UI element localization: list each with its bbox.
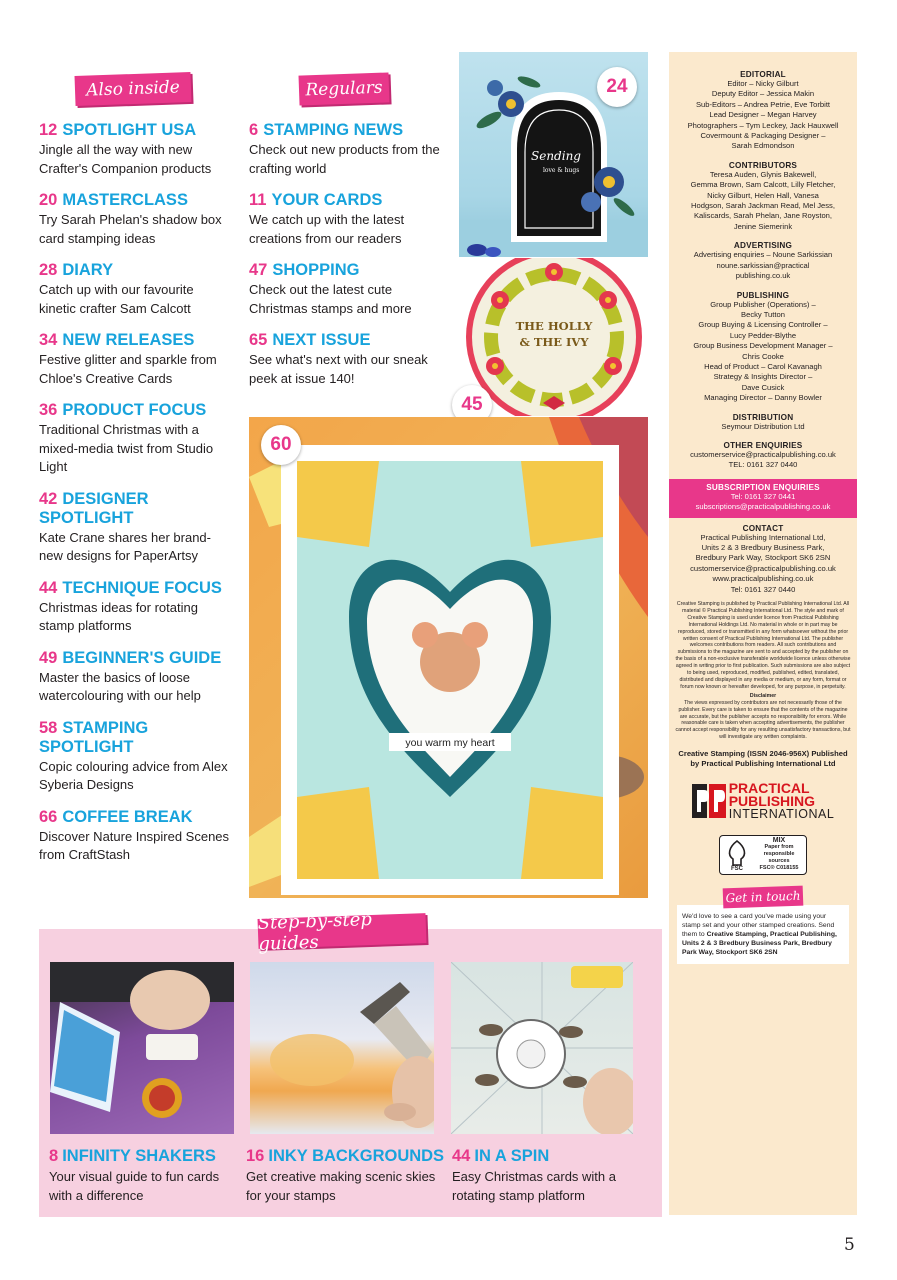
toc-title: NEW RELEASES (62, 331, 195, 349)
toc-page-number: 20 (39, 191, 58, 209)
publishing-line: Head of Product – Carol Kavanagh (704, 361, 822, 371)
toc-page-number: 42 (39, 489, 58, 508)
infinity-shakers-photo[interactable] (50, 962, 234, 1134)
step-page-number: 8 (49, 1147, 59, 1165)
toc-page-number: 34 (39, 331, 58, 349)
disclaimer-text: The views expressed by contributors are not necessarily those of the publisher. Every care is taken to ensure that the contents of the magazine are accurate, but the publisher accepts no responsibility for errors. While reasonable care is taken when accepting advertisements, the publisher cannot accept responsibility for any resulting unsatisfactory transactions, but will investigate any written complaints. (675, 699, 851, 741)
toc-title: TECHNIQUE FOCUS (62, 578, 222, 597)
toc-page-number: 66 (39, 807, 58, 826)
subscription-box (669, 479, 857, 518)
editorial-line: Deputy Editor – Jessica Makin (711, 89, 815, 99)
customer-service-email-link[interactable]: customerservice@practicalpublishing.co.uk (690, 449, 836, 459)
publishing-heading: PUBLISHING (736, 290, 790, 300)
advertising-email-link[interactable]: noune.sarkissian@practical (716, 260, 810, 270)
toc-description: Traditional Christmas with a mixed-media twist from Studio Light (39, 422, 214, 474)
step-page-number: 44 (452, 1147, 471, 1165)
publishing-line: Group Business Development Manager – (693, 341, 833, 351)
toc-description: Christmas ideas for rotating stamp platforms (39, 599, 198, 633)
toc-title: DESIGNER SPOTLIGHT (39, 489, 149, 527)
toc-title: MASTERCLASS (62, 191, 188, 209)
inky-backgrounds-illustration (250, 962, 434, 1134)
toc-item[interactable] (39, 490, 231, 566)
step-guide-title[interactable] (49, 1147, 216, 1166)
toc-item[interactable] (39, 261, 231, 318)
toc-title: SPOTLIGHT USA (62, 121, 197, 139)
subscription-heading: SUBSCRIPTION ENQUIRIES (706, 482, 820, 492)
fsc-mix: MIX (772, 837, 786, 845)
editorial-line: Editor – Nicky Gilburt (727, 79, 799, 88)
page-badge-45: 45 (452, 385, 492, 425)
contributors-line: Hodgson, Sarah Jackman Read, Mel Jess, (691, 201, 835, 211)
toc-page-number: 58 (39, 718, 58, 737)
toc-item[interactable] (249, 191, 441, 248)
contact-heading: CONTACT (742, 523, 784, 533)
toc-description: We catch up with the latest creations from our readers (249, 212, 405, 246)
step-guide-description: Get creative making scenic skies for your stamps (246, 1169, 436, 1203)
masthead-sidebar (669, 52, 857, 1215)
contact-line: Practical Publishing International Ltd, (700, 532, 826, 542)
publishing-line: Group Buying & Licensing Controller – (698, 320, 828, 330)
regulars-list (249, 121, 441, 401)
toc-page-number: 28 (39, 261, 58, 279)
contributors-heading: CONTRIBUTORS (728, 160, 798, 170)
heart-card-illustration (249, 417, 648, 898)
contact-email-link[interactable]: customerservice@practicalpublishing.co.uk (690, 563, 836, 573)
infinity-shakers-illustration (50, 962, 234, 1134)
publishing-line: Lucy Pedder-Blythe (729, 330, 797, 340)
toc-description: Kate Crane shares her brand-new designs for PaperArtsy (39, 529, 211, 563)
contact-line: Units 2 & 3 Bredbury Business Park, (701, 543, 825, 552)
toc-item[interactable] (249, 261, 441, 318)
publishing-line: Strategy & Insights Director – (713, 372, 813, 382)
toc-description: Festive glitter and sparkle from Chloe's Creative Cards (39, 352, 217, 386)
toc-item[interactable] (249, 121, 441, 178)
logo-text-practical: PRACTICAL (728, 779, 810, 796)
toc-description: Catch up with our favourite kinetic crafter Sam Calcott (39, 282, 194, 316)
step-page-number: 16 (246, 1147, 265, 1165)
legal-notice: Creative Stamping is published by Practical Publishing International Ltd. All material © Practical Publishing International Ltd. The style and mark of Creative Stamping is used under licence from Practical Publishing International Holdings Ltd. No material in whole or in part may be reproduced, stored or transmitted in any form whatsoever without the prior written consent of Practical Publishing International Ltd. The publisher welcomes contributions from readers. All such contributions and submissions to the magazine are sent to and accepted by the publisher on the basis of a non-exclusive transferable worldwide licence unless otherwise agreed in writing prior to first publication. Such submissions are also subject to being used, reproduced, modified, published, edited, translated, distributed and displayed in any media or medium, or any form, format or forum now known or hereafter developed, for any purpose, in perpetuity. (675, 601, 851, 690)
toc-description: Discover Nature Inspired Scenes from CraftStash (39, 828, 230, 862)
heart-card-photo[interactable] (249, 417, 648, 898)
toc-title: DIARY (62, 261, 114, 279)
toc-item[interactable] (39, 579, 231, 636)
toc-page-number: 44 (39, 578, 58, 597)
contributors-line: Kaliscards, Sarah Phelan, Jane Royston, (693, 211, 833, 221)
step-title-text: IN A SPIN (474, 1147, 550, 1165)
subscription-phone: Tel: 0161 327 0441 (730, 491, 796, 501)
editorial-heading: EDITORIAL (740, 70, 786, 79)
toc-description: See what's next with our sneak peek at issue 140! (249, 352, 428, 386)
toc-description: Try Sarah Phelan's shadow box card stamping ideas (39, 212, 222, 246)
logo-text-publishing: PUBLISHING (728, 792, 816, 809)
publishing-line: Managing Director – Danny Bowler (704, 393, 822, 403)
get-in-touch-address: Creative Stamping, Practical Publishing, Units 2 & 3 Bredbury Business Park, Bredbury Park Way, Stockport SK6 2SN (682, 930, 837, 957)
fsc-code: FSC® C018155 (759, 865, 799, 872)
fsc-certification-label (719, 835, 807, 875)
inky-backgrounds-photo[interactable] (250, 962, 434, 1134)
holly-title-line1: THE HOLLY (515, 319, 593, 333)
also-inside-heading: Also inside (75, 72, 192, 106)
other-enquiries-phone: TEL: 0161 327 0440 (728, 460, 798, 470)
holly-title-line2: & THE IVY (519, 335, 589, 349)
practical-publishing-logo (675, 779, 851, 821)
toc-title: BEGINNER'S GUIDE (62, 648, 222, 667)
contact-line: Bredbury Park Way, Stockport SK6 2SN (695, 553, 831, 563)
in-a-spin-illustration (451, 962, 633, 1134)
step-title-text: INFINITY SHAKERS (62, 1147, 216, 1165)
also-inside-list (39, 121, 231, 878)
toc-page-number: 6 (249, 121, 259, 139)
toc-title: COFFEE BREAK (62, 807, 193, 826)
editorial-line: Photographers – Tym Leckey, Jack Hauxwell (687, 120, 839, 130)
fsc-tree-icon (723, 839, 751, 871)
toc-page-number: 11 (249, 191, 267, 209)
advertising-line: Advertising enquiries – Noune Sarkissian (693, 250, 833, 260)
get-in-touch-heading: Get in touch (723, 885, 804, 908)
distribution-line: Seymour Distribution Ltd (721, 421, 805, 431)
contributors-line: Teresa Auden, Glynis Bakewell, (709, 169, 817, 179)
toc-title: SHOPPING (272, 261, 360, 279)
toc-page-number: 47 (249, 261, 268, 279)
contributors-line: Jenine Siemerink (733, 221, 793, 231)
step-by-step-panel (39, 929, 662, 1217)
step-title-text: INKY BACKGROUNDS (268, 1147, 445, 1165)
toc-title: PRODUCT FOCUS (62, 401, 207, 419)
publishing-line: Group Publisher (Operations) – (710, 299, 816, 309)
disclaimer-heading: Disclaimer (749, 692, 777, 699)
contact-website-link[interactable]: www.practicalpublishing.co.uk (712, 574, 814, 584)
page-badge-60: 60 (261, 425, 301, 465)
toc-item[interactable] (39, 191, 231, 248)
step-guide-description: Easy Christmas cards with a rotating stamp platform (452, 1169, 616, 1203)
toc-item[interactable] (249, 331, 441, 388)
toc-item[interactable] (39, 719, 231, 795)
toc-title: YOUR CARDS (271, 191, 383, 209)
distribution-heading: DISTRIBUTION (732, 412, 794, 422)
step-guide-title[interactable] (452, 1147, 549, 1166)
editorial-line: Sarah Edmondson (731, 141, 795, 151)
other-enquiries-heading: OTHER ENQUIRIES (723, 440, 803, 450)
step-guide-description: Your visual guide to fun cards with a difference (49, 1169, 220, 1203)
advertising-heading: ADVERTISING (733, 241, 793, 251)
editorial-line: Sub-Editors – Andrea Petrie, Eve Torbitt (695, 99, 831, 109)
toc-item[interactable] (39, 649, 231, 706)
fsc-paper-text: Paper from responsible sources (763, 844, 795, 865)
toc-title: STAMPING SPOTLIGHT (39, 718, 149, 756)
heart-card-caption: you warm my heart (405, 737, 495, 749)
step-by-step-heading: Step-by-step guides (258, 913, 427, 949)
toc-page-number: 65 (249, 331, 268, 349)
toc-description: Check out the latest cute Christmas stamps and more (249, 282, 412, 316)
publishing-line: Becky Tutton (741, 309, 785, 319)
toc-description: Master the basics of loose watercolouring with our help (39, 669, 201, 703)
publishing-line: Dave Cusick (741, 382, 785, 392)
contact-phone: Tel: 0161 327 0440 (730, 584, 796, 594)
toc-item[interactable] (39, 401, 231, 477)
get-in-touch-text: We'd love to see a card you've made using your stamp set and your other stamped creations. Send them to (682, 912, 835, 938)
subscription-email-link[interactable]: subscriptions@practicalpublishing.co.uk (695, 502, 831, 512)
toc-page-number: 36 (39, 401, 58, 419)
page-badge-24: 24 (597, 67, 637, 107)
toc-description: Jingle all the way with new Crafter's Companion products (39, 142, 212, 176)
toc-page-number: 49 (39, 648, 58, 667)
in-a-spin-photo[interactable] (451, 962, 633, 1134)
editorial-line: Covermount & Packaging Designer – (700, 131, 826, 141)
get-in-touch-box (677, 905, 849, 964)
toc-page-number: 12 (39, 121, 58, 139)
toc-description: Check out new products from the crafting world (249, 142, 440, 176)
contributors-line: Gemma Brown, Sam Calcott, Lilly Fletcher, (690, 180, 836, 190)
issn-statement: Creative Stamping (ISSN 2046-956X) Published by Practical Publishing International Ltd (678, 749, 848, 769)
toc-title: NEXT ISSUE (272, 331, 371, 349)
regulars-heading: Regulars (299, 72, 390, 105)
publisher-logo-icon (692, 784, 726, 818)
toc-title: STAMPING NEWS (263, 121, 404, 139)
fsc-logo-text: FSC (731, 865, 743, 871)
contributors-line: Nicky Gilburt, Helen Hall, Vanesa (707, 190, 819, 200)
toc-item[interactable] (39, 121, 231, 178)
advertising-email-link[interactable]: publishing.co.uk (735, 271, 791, 281)
toc-description: Copic colouring advice from Alex Syberia Designs (39, 758, 228, 792)
arch-card-subtext: love & hugs (543, 167, 580, 174)
logo-text-international: INTERNATIONAL (728, 806, 835, 821)
page-number: 5 (844, 1235, 855, 1255)
toc-item[interactable] (39, 808, 231, 865)
editorial-line: Lead Designer – Megan Harvey (709, 110, 817, 120)
step-guide-title[interactable] (246, 1147, 444, 1166)
arch-card-script-text: Sending (531, 149, 581, 163)
publishing-line: Chris Cooke (742, 351, 784, 361)
toc-item[interactable] (39, 331, 231, 388)
